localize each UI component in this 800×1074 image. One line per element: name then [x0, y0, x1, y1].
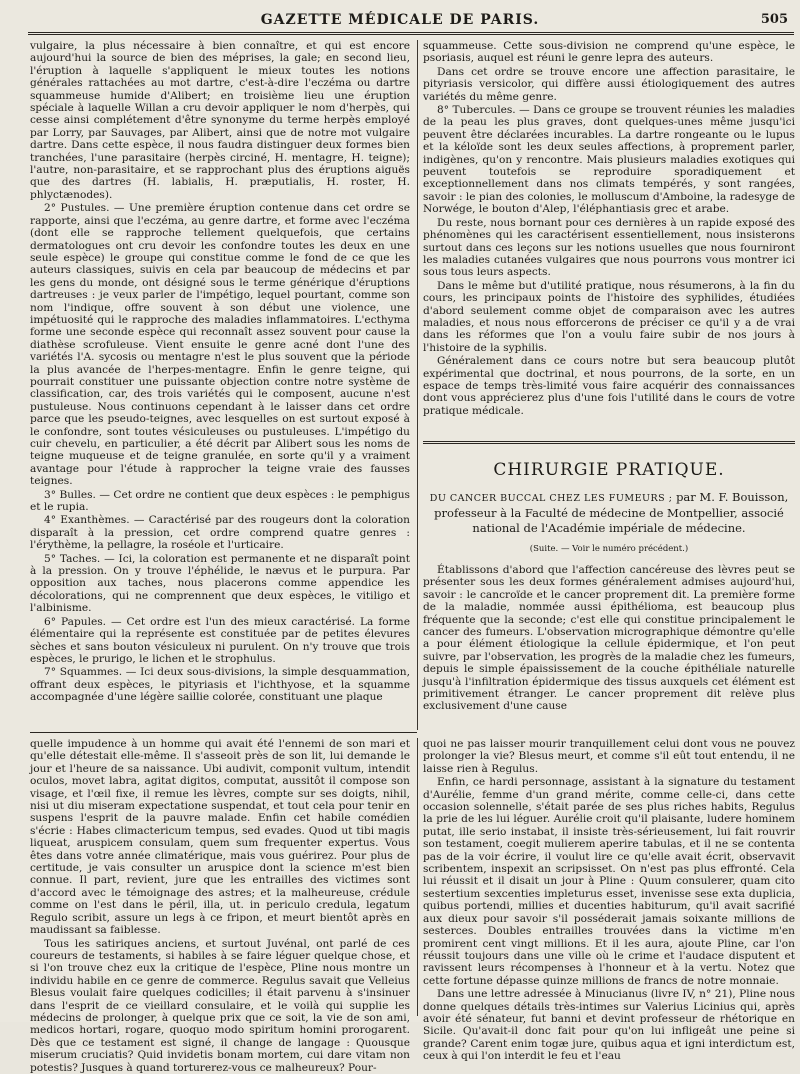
article-paragraph: Établissons d'abord que l'affection cancéreuse des lèvres peut se présenter sous les deux formes généralement admises aujourd'hui, savoir : le cancroïde et le cancer proprement dit. La première forme de la maladie, nommée aussi épithélioma, est beaucoup plus fréquente que la seconde; c'est elle qui constitue principalement le cancer des fumeurs. L'observation micrographique démontre qu'elle a pour élément étiologique la cellule épidermique, et l'on peut suivre, par l'observation, les progrès de la maladie chez les fumeurs, depuis le simple épaississement de la couche épithéliale naturelle jusqu'à l'infiltration épidermique des tissus auxquels cet élément est primitivement étranger. Le cancer proprement dit relève plus exclusivement d'une cause: [423, 564, 795, 713]
column-divider: [417, 40, 418, 730]
column-divider-bottom: [417, 738, 418, 1016]
section-rule: [423, 441, 795, 444]
left-paragraph: 4° Exanthèmes. — Caractérisé par des rougeurs dont la coloration disparaît à la pression, cet ordre comprend quatre genres : l'érythème, la pellagre, la roséole et l'urticaire.: [30, 514, 410, 552]
left-paragraph: 6° Papules. — Cet ordre est l'un des mieux caractérisé. La forme élémentaire qui la représente est constituée par de petites élevures sèches et sans bouton vésiculeux ni purulent. On n'y trouve que trois espèces, le prurigo, le lichen et le strophulus.: [30, 615, 410, 665]
article-heading: [423, 490, 795, 536]
right-paragraph: Du reste, nous bornant pour ces dernières à un rapide exposé des phénomènes qui les caractérisent essentiellement, nous insisterons surtout dans ces leçons sur les notions usuelles que nous fourniront les maladies cutanées vulgaires que nous pourrons vous montrer ici sous tous leurs aspects.: [423, 216, 795, 279]
right-paragraph: Dans cet ordre se trouve encore une affection parasitaire, le pityriasis versicolor, qui diffère aussi étiologiquement des autres variétés du même genre.: [423, 65, 795, 103]
left-column: [30, 40, 410, 726]
right-paragraph: squammeuse. Cette sous-division ne comprend qu'une espèce, le psoriasis, auquel est réuni le genre lepra des auteurs.: [423, 40, 795, 65]
bottom-right-paragraph: Dans une lettre adressée à Minucianus (livre IV, n° 21), Pline nous donne quelques détails très-intimes sur Valerius Licinius qui, après avoir été sénateur, fut banni et devint professeur de rhétorique en Sicile. Qu'avait-il donc fait pour qu'on lui infligeât une peine si grande? Carent enim togæ jure, quibus aqua et igni interdictum est, ceux à qui l'on interdit le feu et l'eau: [423, 988, 795, 1063]
bottom-left-paragraph: Tous les satiriques anciens, et surtout Juvénal, ont parlé de ces coureurs de testaments, si habiles à se faire léguer quelque chose, et si l'on trouve chez eux la critique de l'espèce, Pline nous montre un individu habile en ce genre de commerce. Regulus savait que Velleius Blesus voulait faire quelques codicilles; il était parvenu à s'insinuer dans l'esprit de ce vieillard consulaire, et le voilà qui supplie les médecins de prolonger, à quelque prix que ce soit, la vie de son ami, medicos hortari, rogare, quoquo modo spiritum homini prorogarent. Dès que ce testament est signé, il change de langage : Quousque miserum cruciatis? Quid invidetis bonam mortem, cui dare vitam non potestis? Jusques à quand torturerez-vous ce malheureux? Pour-: [30, 937, 410, 1074]
right-paragraph: Dans le même but d'utilité pratique, nous résumerons, à la fin du cours, les principaux points de l'histoire des syphilides, étudiées d'abord seulement comme objet de comparaison avec les autres maladies, et nous nous efforcerons de préciser ce qu'il y a de vrai dans les réformes que l'on a voulu faire subir de nos jours à l'histoire de la syphilis.: [423, 279, 795, 354]
bottom-right-column: [423, 738, 795, 1063]
left-paragraph: 5° Taches. — Ici, la coloration est permanente et ne disparaît point à la pression. On y trouve l'éphélide, le nævus et le purpura. Par opposition aux taches, nous placerons comme appendice les décolorations, qui ne comprennent que deux espèces, le vitiligo et l'albinisme.: [30, 552, 410, 615]
bottom-right-paragraph: Enfin, ce hardi personnage, assistant à la signature du testament d'Aurélie, femme d'un grand mérite, comme celle-ci, dans cette occasion solennelle, s'était parée de ses plus riches habits, Regulus la prie de les lui léguer. Aurélie croit qu'il plaisante, ludere hominem putat, ille serio instabat, il insiste très-sérieusement, lui fait rouvrir son testament, coegit mulierem aperire tabulas, et il ne se contenta pas de la voir écrire, il voulut lire ce qu'elle avait écrit, observavit scribentem, inspexit an scripsisset. On n'est pas plus effronté. Cela lui réussit et il disait un jour à Pline : Quum consulerer, quam cito sestertium sexcenties impleturus esset, invenisse sese exta duplicia, quibus portendi, millies et ducenties habiturum, qu'il avait sacrifié aux dieux pour savoir s'il posséderait jamais soixante millions de sesterces. Doubles entrailles trouvées dans la victime m'en promirent cent vingt millions. Et il les aura, ajoute Pline, car l'on réussit toujours dans une ville où le crime et l'audace disputent et ravissent leurs récompenses à l'honneur et à la vertu. Notez que cette fortune dépasse quinze millions de francs de notre monnaie.: [423, 776, 795, 987]
page-number: 505: [760, 12, 788, 27]
bottom-right-paragraph: quoi ne pas laisser mourir tranquillement celui dont vous ne pouvez prolonger la vie? Blesus meurt, et comme s'il eût tout entendu, il ne laisse rien à Regulus.: [423, 738, 795, 775]
section-title: CHIRURGIE PRATIQUE.: [493, 460, 725, 480]
bottom-left-paragraph: quelle impudence à un homme qui avait été l'ennemi de son mari et qu'elle détestait elle-même. Il s'asseoit près de son lit, lui demande le jour et l'heure de sa naissance. Ubi audivit, componit vultum, intendit oculos, movet labra, agitat digitos, computat, aussitôt il compose son visage, et l'œil fixe, il remue les lèvres, compte sur ses doigts, nihil, nisi ut diu miseram expectatione suspendat, et tout cela pour tenir en suspens l'esprit de la pauvre malade. Enfin cet habile comédien s'écrie : Habes climactericum tempus, sed evades. Quod ut tibi magis liqueat, aruspicem consulam, quem sum frequenter expertus. Vous êtes dans votre année climatérique, mais vous guérirez. Pour plus de certitude, je vais consulter un aruspice dont la science m'est bien connue. Il part, revient, jure que les entrailles des victimes sont d'accord avec le témoignage des astres; et la malheureuse, crédule comme on l'est dans le péril, illa, ut. in periculo credula, legatum Regulo scribit, assure un legs à ce fripon, et meurt bientôt après en maudissant sa faiblesse.: [30, 738, 410, 937]
right-paragraph: Généralement dans ce cours notre but sera beaucoup plutôt expérimental que doctrinal, et nous pourrons, de la sorte, en un espace de temps très-limité vous faire acquérir des connaissances dont vous apprécierez plus d'une fois l'utilité dans le cours de votre pratique médicale.: [423, 355, 795, 417]
article-lead: DU CANCER BUCCAL CHEZ LES FUMEURS ;: [429, 493, 673, 504]
article-affiliation: professeur à la Faculté de médecine de Montpellier, associé national de l'Académie impériale de médecine.: [434, 506, 784, 535]
left-paragraph: 7° Squammes. — Ici deux sous-divisions, la simple desquammation, offrant deux espèces, le pityriasis et l'ichthyose, et la squamme accompagnée d'une légère saillie colorée, constituant une plaque: [30, 666, 410, 704]
header-rule: [28, 32, 794, 35]
feuilleton-rule: [30, 732, 417, 733]
journal-title: GAZETTE MÉDICALE DE PARIS.: [260, 12, 540, 28]
right-paragraph: 8° Tubercules. — Dans ce groupe se trouvent réunies les maladies de la peau les plus graves, dont quelques-unes même jusqu'ici peuvent être déclarées incurables. La dartre rongeante ou le lupus et la kéloïde sont les deux seules affections, à proprement parler, indigènes, qu'on y rencontre. Mais plusieurs maladies exotiques qui peuvent toutefois se reproduire sporadiquement et exceptionnellement dans nos climats tempérés, y sont rangées, savoir : le pian des colonies, le molluscum d'Amboine, la radesyge de Norwége, le bouton d'Alep, l'éléphantiasis grec et arabe.: [423, 104, 795, 216]
left-paragraph: 3° Bulles. — Cet ordre ne contient que deux espèces : le pemphigus et le rupia.: [30, 488, 410, 514]
left-paragraph: 2° Pustules. — Une première éruption contenue dans cet ordre se rapporte, ainsi que l'eczéma, au genre dartre, et forme avec l'eczéma (dont elle se rapproche tellement quelquefois, que certains dermatologues ont cru devoir les confondre toutes les deux en une seule espèce) le groupe qui constitue comme le fond de ce que les auteurs classiques, suivis en cela par beaucoup de médecins et par les gens du monde, ont désigné sous le terme générique d'éruptions dartreuses : je veux parler de l'impétigo, lequel pourtant, comme son nom l'indique, offre souvent à son début une violence, une impétuosité qui le rapproche des maladies inflammatoires. L'ecthyma forme une seconde espèce qui reconnaît assez souvent pour cause la diathèse scrofuleuse. Vient ensuite le genre acné dont l'une des variétés l'A. sycosis ou mentagre n'est le plus souvent que la période la plus avancée de l'herpes-mentagre. Enfin le genre teigne, qui pourrait constituer une puissante objection contre notre système de classification, car, des trois variétés qui le composent, aucune n'est pustuleuse. Nous continuons cependant à le laisser dans cet ordre parce que les pseudo-teignes, avec lesquelles on est surtout exposé à le confondre, sont toutes vésiculeuses ou pustuleuses. L'impétigo du cuir chevelu, en particulier, a été décrit par Alibert sous les noms de teigne muqueuse et de teigne granulée, en sorte qu'il y a vraiment avantage pour l'étude à rapprocher la teigne vraie des fausses teignes.: [30, 202, 410, 488]
left-paragraph: vulgaire, la plus nécessaire à bien connaître, et qui est encore aujourd'hui la source de bien des méprises, la gale; en second lieu, l'éruption à laquelle s'appliquent le mieux toutes les notions générales rattachées au mot dartre, c'est-à-dire l'eczéma ou dartre squammeuse humide d'Alibert; en troisième lieu une éruption spéciale à laquelle Willan a cru devoir appliquer le nom d'herpès, qui cesse ainsi complétement d'être synonyme du terme herpès employé par Lorry, par Sauvages, par Alibert, ainsi que de notre mot vulgaire dartre. Dans cette espèce, il nous faudra distinguer deux formes bien tranchées, l'une parasitaire (herpès circiné, H. mentagre, H. teigne); l'autre, non-parasitaire, et se rapprochant plus des éruptions aiguës que des dartres (H. labialis, H. præputialis, H. roster, H. phlyctænodes).: [30, 40, 410, 201]
right-column: [423, 40, 795, 436]
suite-note: (Suite. — Voir le numéro précédent.): [529, 544, 689, 554]
surgery-section: [423, 437, 795, 737]
article-author: par M. F. Bouisson,: [676, 490, 789, 504]
bottom-left-column: [30, 738, 410, 1074]
running-head: [0, 8, 800, 30]
article-body: [423, 564, 795, 713]
